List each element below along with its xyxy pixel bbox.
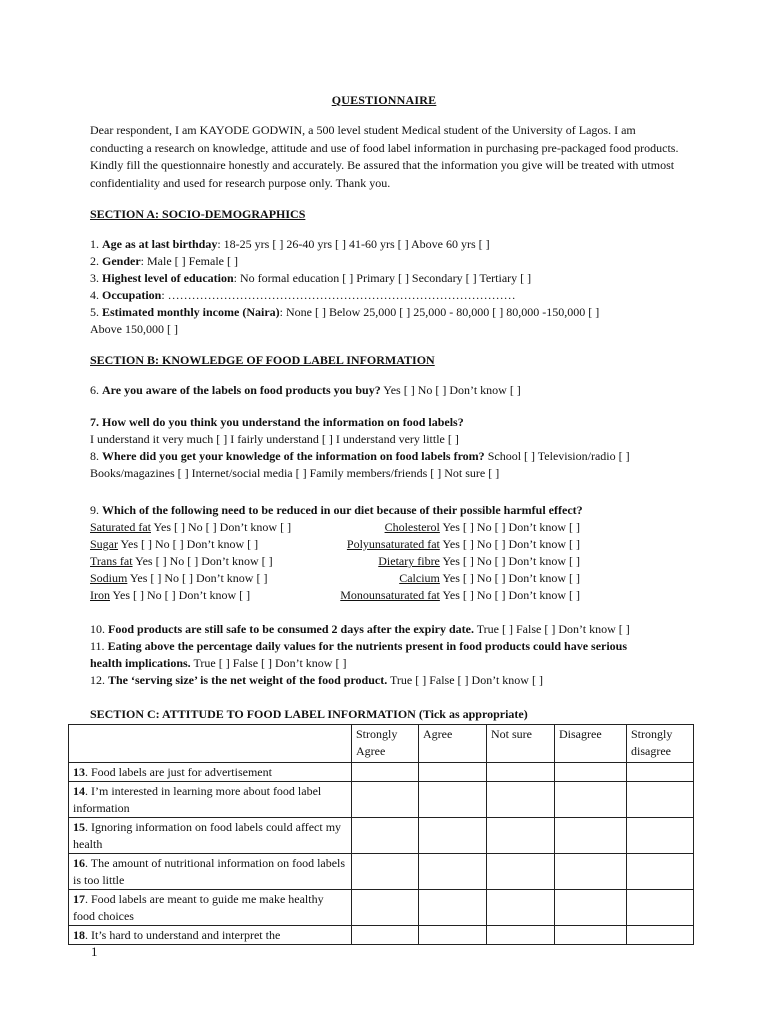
table-header-row [69, 725, 694, 763]
nutrient-name: Cholesterol [384, 520, 440, 534]
nutrient-options: Yes [ ] No [ ] Don’t know [ ] [439, 571, 580, 585]
question-11 [90, 638, 627, 655]
response-cell[interactable] [487, 854, 555, 890]
header-not-sure: Not sure [487, 725, 555, 763]
statement-cell [69, 854, 352, 890]
response-cell[interactable] [419, 890, 487, 926]
question-number: 4. [90, 288, 99, 302]
nutrient-item-sugar [90, 536, 258, 553]
row-number: 16 [73, 856, 85, 870]
question-label: Estimated monthly income (Naira) [102, 305, 280, 319]
question-label: Occupation [102, 288, 162, 302]
question-8-continued: Books/magazines [ ] Internet/social media [ ] Family members/friends [ ] Not sure [ ] [90, 466, 500, 480]
question-label: Age as at last birthday [102, 237, 218, 251]
row-number: 15 [73, 820, 85, 834]
nutrient-item-sodium [90, 570, 267, 587]
nutrient-name: Calcium [399, 571, 440, 585]
question-6 [90, 382, 521, 399]
response-cell[interactable] [419, 782, 487, 818]
response-cell[interactable] [352, 763, 419, 782]
row-text: . Ignoring information on food labels could affect my health [73, 820, 342, 851]
row-text: . It’s hard to understand and interpret the [85, 928, 281, 942]
response-cell[interactable] [487, 818, 555, 854]
response-cell[interactable] [487, 782, 555, 818]
question-label: Gender [102, 254, 141, 268]
nutrient-item-calcium [399, 570, 580, 587]
section-c-heading [90, 706, 528, 723]
nutrient-item-dietary-fibre [378, 553, 580, 570]
response-cell[interactable] [555, 854, 627, 890]
header-statement [69, 725, 352, 763]
question-2 [90, 253, 238, 270]
question-number: 8. [90, 449, 99, 463]
question-options: : No formal education [ ] Primary [ ] Secondary [ ] Tertiary [ ] [233, 271, 532, 285]
response-cell[interactable] [627, 818, 694, 854]
question-9 [90, 502, 583, 519]
table-row [69, 890, 694, 926]
attitude-table [68, 724, 694, 945]
header-disagree: Disagree [555, 725, 627, 763]
nutrient-options: Yes [ ] No [ ] Don’t know [ ] [439, 588, 580, 602]
response-cell[interactable] [419, 926, 487, 945]
response-cell[interactable] [352, 782, 419, 818]
question-options: True [ ] False [ ] Don’t know [ ] [387, 673, 543, 687]
question-4 [90, 287, 516, 304]
response-cell[interactable] [487, 926, 555, 945]
question-number: 1. [90, 237, 99, 251]
response-cell[interactable] [555, 763, 627, 782]
nutrient-options: Yes [ ] No [ ] Don’t know [ ] [110, 588, 251, 602]
statement-cell [69, 782, 352, 818]
question-label: Highest level of education [102, 271, 234, 285]
response-cell[interactable] [419, 818, 487, 854]
row-number: 17 [73, 892, 85, 906]
row-number: 13 [73, 765, 85, 779]
question-options: School [ ] Television/radio [ ] [484, 449, 630, 463]
nutrient-name: Sodium [90, 571, 128, 585]
nutrient-name: Monounsaturated fat [340, 588, 440, 602]
section-b-heading: SECTION B: KNOWLEDGE OF FOOD LABEL INFORMATION [90, 353, 435, 367]
row-text: . The amount of nutritional information on food labels is too little [73, 856, 346, 887]
question-number: 12. [90, 673, 105, 687]
question-label: Eating above the percentage daily values for the nutrients present in food products could have serious [107, 639, 628, 653]
question-options: Yes [ ] No [ ] Don’t know [ ] [380, 383, 521, 397]
response-cell[interactable] [627, 763, 694, 782]
nutrient-item-saturated-fat [90, 519, 291, 536]
row-number: 14 [73, 784, 85, 798]
question-label: How well do you think you understand the information on food labels? [102, 415, 464, 429]
nutrient-options: Yes [ ] No [ ] Don’t know [ ] [150, 520, 292, 534]
response-cell[interactable] [419, 854, 487, 890]
question-number: 5. [90, 305, 99, 319]
nutrient-item-iron [90, 587, 250, 604]
response-cell[interactable] [352, 926, 419, 945]
response-cell[interactable] [419, 763, 487, 782]
question-options: : 18-25 yrs [ ] 26-40 yrs [ ] 41-60 yrs [ ] Above 60 yrs [ ] [217, 237, 490, 251]
nutrient-item-polyunsaturated-fat [347, 536, 580, 553]
question-label: health implications. [90, 656, 191, 670]
nutrient-item-cholesterol [385, 519, 580, 536]
question-number: 3. [90, 271, 99, 285]
question-label: Food products are still safe to be consumed 2 days after the expiry date. [108, 622, 474, 636]
question-1 [90, 236, 490, 253]
response-cell[interactable] [627, 926, 694, 945]
nutrient-options: Yes [ ] No [ ] Don’t know [ ] [439, 520, 580, 534]
question-5 [90, 304, 599, 321]
question-number: 11. [90, 639, 105, 653]
question-number: 10. [90, 622, 105, 636]
section-c-title: SECTION C: ATTITUDE TO FOOD LABEL INFORMATION [90, 707, 416, 721]
nutrient-name: Polyunsaturated fat [346, 537, 440, 551]
row-number: 18 [73, 928, 85, 942]
question-5-continued: Above 150,000 [ ] [90, 322, 178, 336]
table-row [69, 782, 694, 818]
nutrient-item-trans-fat [90, 553, 273, 570]
question-label: Are you aware of the labels on food products you buy? [102, 383, 381, 397]
table-row [69, 818, 694, 854]
question-label: Which of the following need to be reduced in our diet because of their possible harmful effect? [102, 503, 583, 517]
nutrient-name: Sugar [90, 537, 118, 551]
header-strongly-agree: Strongly Agree [352, 725, 419, 763]
question-10 [90, 621, 630, 638]
nutrient-name: Saturated fat [90, 520, 151, 534]
page-number: 1 [91, 944, 98, 959]
question-options: : Male [ ] Female [ ] [140, 254, 238, 268]
nutrient-name: Iron [90, 588, 110, 602]
section-a-heading: SECTION A: SOCIO-DEMOGRAPHICS [90, 207, 306, 221]
question-options: : None [ ] Below 25,000 [ ] 25,000 - 80,000 [ ] 80,000 -150,000 [ ] [279, 305, 600, 319]
question-label: Where did you get your knowledge of the information on food labels from? [102, 449, 485, 463]
statement-cell [69, 763, 352, 782]
response-cell[interactable] [555, 890, 627, 926]
nutrient-name: Trans fat [90, 554, 133, 568]
question-options: : …………………………………………………………………………… [161, 288, 516, 302]
nutrient-options: Yes [ ] No [ ] Don’t know [ ] [439, 537, 580, 551]
question-number: 9. [90, 503, 99, 517]
nutrient-name: Dietary fibre [378, 554, 440, 568]
question-number: 7. [90, 415, 99, 429]
question-number: 6. [90, 383, 99, 397]
response-cell[interactable] [627, 782, 694, 818]
row-text: . Food labels are meant to guide me make healthy food choices [73, 892, 324, 923]
document-title: QUESTIONNAIRE [331, 93, 437, 107]
question-12 [90, 672, 543, 689]
row-text: . Food labels are just for advertisement [85, 765, 272, 779]
nutrient-options: Yes [ ] No [ ] Don’t know [ ] [439, 554, 580, 568]
table-row [69, 926, 694, 945]
question-options: True [ ] False [ ] Don’t know [ ] [190, 656, 347, 670]
table-row [69, 854, 694, 890]
intro-paragraph: Dear respondent, I am KAYODE GODWIN, a 500 level student Medical student of the University of Lagos. I am conducting a research on knowledge, attitude and use of food label information in purchasing pre-packaged food products. Kindly fill the questionnaire honestly and accurately. Be assured that the information you give will be treated with utmost confidentiality and used for research purpose only. Thank you. [90, 123, 679, 190]
nutrient-options: Yes [ ] No [ ] Don’t know [ ] [118, 537, 259, 551]
response-cell[interactable] [487, 890, 555, 926]
response-cell[interactable] [352, 890, 419, 926]
question-label: The ‘serving size’ is the net weight of the food product. [108, 673, 388, 687]
question-7 [90, 414, 464, 431]
statement-cell [69, 818, 352, 854]
question-11-continued [90, 655, 346, 672]
header-strongly-disagree: Strongly disagree [627, 725, 694, 763]
response-cell[interactable] [555, 818, 627, 854]
statement-cell [69, 890, 352, 926]
response-cell[interactable] [555, 926, 627, 945]
question-number: 2. [90, 254, 99, 268]
header-agree: Agree [419, 725, 487, 763]
question-7-options: I understand it very much [ ] I fairly understand [ ] I understand very little [ ] [90, 432, 459, 446]
nutrient-options: Yes [ ] No [ ] Don’t know [ ] [132, 554, 273, 568]
table-row [69, 763, 694, 782]
section-c-note: (Tick as appropriate) [415, 707, 528, 721]
nutrient-item-monounsaturated-fat [340, 587, 580, 604]
question-options: True [ ] False [ ] Don’t know [ ] [473, 622, 630, 636]
response-cell[interactable] [487, 763, 555, 782]
response-cell[interactable] [627, 890, 694, 926]
row-text: . I’m interested in learning more about food label information [73, 784, 322, 815]
response-cell[interactable] [352, 854, 419, 890]
response-cell[interactable] [555, 782, 627, 818]
nutrient-options: Yes [ ] No [ ] Don’t know [ ] [127, 571, 268, 585]
response-cell[interactable] [627, 854, 694, 890]
statement-cell [69, 926, 352, 945]
question-8 [90, 448, 630, 465]
response-cell[interactable] [352, 818, 419, 854]
question-3 [90, 270, 531, 287]
